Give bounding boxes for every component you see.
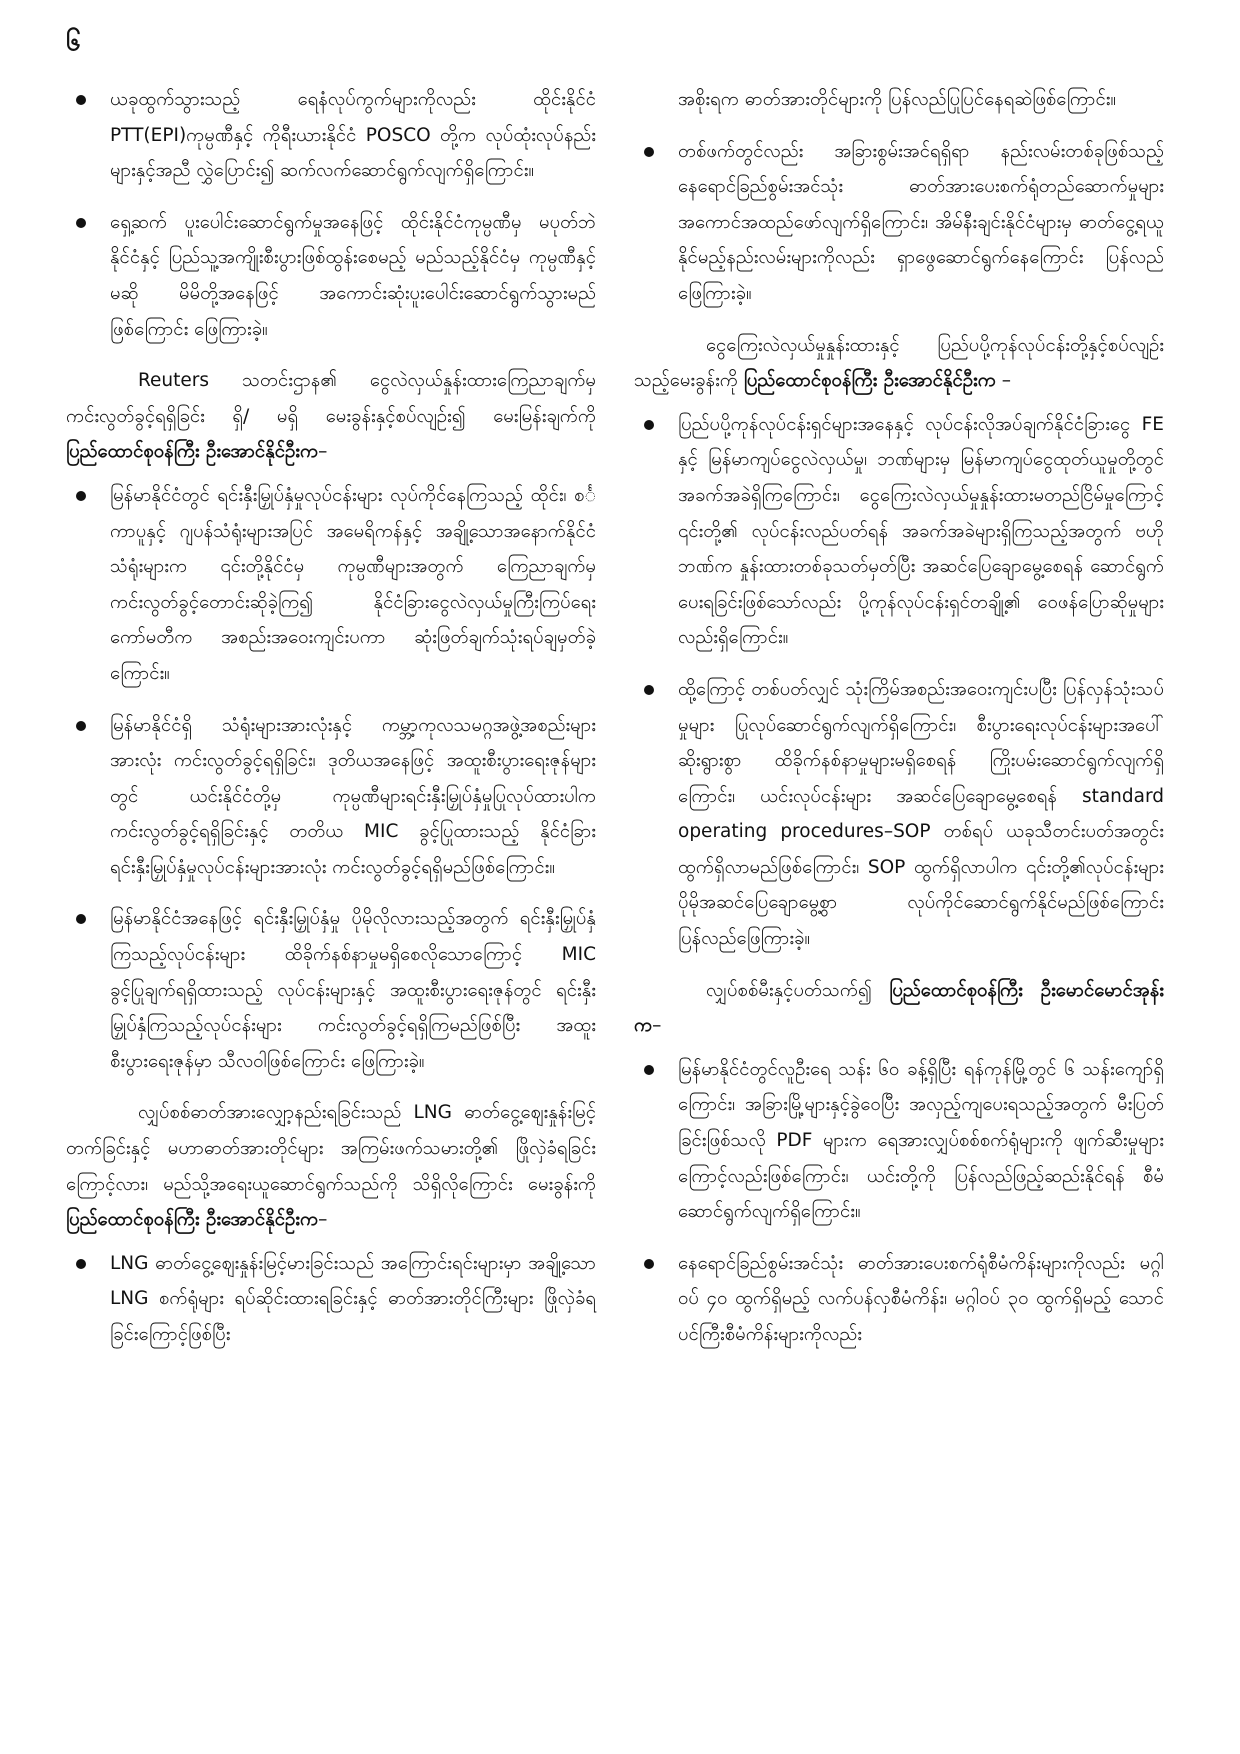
paragraph-text: မြန်မာနိုင်ငံရှိ သံရုံးများအားလုံးနှင့် ကမ္ဘာ့ကုလသမဂ္ဂအဖွဲ့အစည်းများအားလုံး ကင်းလွတ်ခွင့်ရရှိခြင်း၊ ဒုတိယအနေဖြင့် အထူးစီးပွားရေးဇုန်များတွင် ယင်းနိုင်ငံတို့မှ ကုမ္ပဏီများရင်းနှီးမြှုပ်နှံမှုပြုလုပ်ထားပါက ကင်းလွတ်ခွင့်ရရှိခြင်းနှင့် တတိယ MIC ခွင့်ပြုထားသည့် နိုင်ငံခြားရင်းနှီးမြှုပ်နှံမှုလုပ်ငန်းများအားလုံး ကင်းလွတ်ခွင့်ရရှိမည်ဖြစ်ကြောင်း။ [110,714,596,878]
body-paragraph [634,328,1164,399]
body-paragraph [634,973,1164,1044]
paragraph-text: ပြည်ပပို့ကုန်လုပ်ငန်းရှင်များအနေနှင့် လုပ်ငန်းလိုအပ်ချက်နိုင်ငံခြားငွေ FE နှင့် မြန်မာကျပ်ငွေလဲလှယ်မှု၊ ဘဏ်များမှ မြန်မာကျပ်ငွေထုတ်ယူမှုတို့တွင် အခက်အခဲရှိကြကြောင်း၊ ငွေကြေးလဲလှယ်မှုနှုန်းထားမတည်ငြိမ်မှုကြောင့် ၎င်းတို့၏ လုပ်ငန်းလည်ပတ်ရန် အခက်အခဲများရှိကြသည့်အတွက် ဗဟိုဘဏ်က နှုန်းထားတစ်ခုသတ်မှတ်ပြီး အဆင်ပြေချောမွေ့စေရန် ဆောင်ရွက်ပေးရခြင်းဖြစ်သော်လည်း ပို့ကုန်လုပ်ငန်းရှင်တချို့၏ ဝေဖန်ပြောဆိုမှုများလည်းရှိကြောင်း။ [678,413,1164,649]
bullet-paragraph [634,407,1164,656]
paragraph-text: ယခုထွက်သွားသည့် ရေနံလုပ်ကွက်များကိုလည်း ထိုင်းနိုင်ငံ PTT(EPI)ကုမ္ပဏီနှင့် ကိုရီးယားနိုင်ငံ POSCO တို့က လုပ်ထုံးလုပ်နည်းများနှင့်အညီ လွှဲပြောင်း၍ ဆက်လက်ဆောင်ရွက်လျက်ရှိကြောင်း။ [110,89,596,182]
bullet-paragraph [66,1246,596,1353]
bullet-paragraph [66,901,596,1079]
bullet-paragraph [634,134,1164,312]
right-column [634,82,1164,1369]
page-number: ၆ [66,27,81,57]
paragraph-text: Reuters သတင်းဌာန၏ ငွေလဲလှယ်နှုန်းထားကြေညာချက်မှ ကင်းလွတ်ခွင့်ရရှိခြင်း ရှိ/ မရှိ မေးခွန်းနှင့်စပ်လျဉ်း၍ မေးမြန်းချက်ကို [66,370,596,427]
paragraph-text: ရှေ့ဆက် ပူးပေါင်းဆောင်ရွက်မှုအနေဖြင့် ထိုင်းနိုင်ငံကုမ္ပဏီမှ မပုတ်ဘဲ နိုင်ငံနှင့် ပြည်သူ့အကျိုးစီးပွားဖြစ်ထွန်းစေမည့် မည်သည့်နိုင်ငံမှ ကုမ္ပဏီနှင့်မဆို မိမိတို့အနေဖြင့် အကောင်းဆုံးပူးပေါင်းဆောင်ရွက်သွားမည်ဖြစ်ကြောင်း ဖြေကြားခဲ့။ [110,211,596,340]
paragraph-text: ငွေကြေးလဲလှယ်မှုနှုန်းထားနှင့် ပြည်ပပို့ကုန်လုပ်ငန်းတို့နှင့်စပ်လျဉ်းသည့်မေးခွန်းကို [634,334,1164,392]
paragraph-text: လျှပ်စစ်ဓာတ်အားလျှော့နည်းရခြင်းသည် LNG ဓာတ်ငွေ့ဈေးနှုန်းမြင့်တက်ခြင်းနှင့် မဟာဓာတ်အားတိုင်များ အကြမ်းဖက်သမားတို့၏ ဖြိုလှဲခံရခြင်းကြောင့်လား၊ မည်သို့အရေးယူဆောင်ရွက်သည်ကို သိရှိလိုကြောင်း မေးခွန်းကို [66,1102,596,1195]
bullet-paragraph [634,1052,1164,1230]
paragraph-text: နေရောင်ခြည်စွမ်းအင်သုံး ဓာတ်အားပေးစက်ရုံစီမံကိန်းများကိုလည်း မဂ္ဂါဝပ် ၄၀ ထွက်ရှိမည့် လက်ပန်လှစီမံကိန်း၊ မဂ္ဂါဝပ် ၃၀ ထွက်ရှိမည့် သောင်ပင်ကြီးစီမံကိန်းများကိုလည်း [678,1252,1164,1345]
speaker-name: ပြည်ထောင်စုဝန်ကြီး ဦးအောင်နိုင်ဦးက [66,1209,319,1231]
bullet-paragraph [66,82,596,189]
speaker-name: ပြည်ထောင်စုဝန်ကြီး ဦးမောင်မောင်အုန်းက [634,979,1164,1037]
bullet-paragraph [66,205,596,347]
paragraph-text: – [995,370,1011,392]
body-paragraph [66,363,596,470]
paragraph-text: လျှပ်စစ်မီးနှင့်ပတ်သက်၍ [706,979,890,1001]
paragraph-text: မြန်မာနိုင်ငံတွင် ရင်းနှီးမြှုပ်နှံမှုလုပ်ငန်းများ လုပ်ကိုင်နေကြသည့် ထိုင်း၊ စင်္ကာပူနှင့် ဂျပန်သံရုံးများအပြင် အမေရိကန်နှင့် အချို့သောအနောက်နိုင်ငံသံရုံးများက ၎င်းတို့နိုင်ငံမှ ကုမ္ပဏီများအတွက် ကြေညာချက်မှ ကင်းလွတ်ခွင့်တောင်းဆိုခဲ့ကြ၍ နိုင်ငံခြားငွေလဲလှယ်မှုကြီးကြပ်ရေးကော်မတီက အစည်းအဝေးကျင်းပကာ ဆုံးဖြတ်ချက်သုံးရပ်ချမှတ်ခဲ့ကြောင်း။ [110,484,596,684]
paragraph-text: မြန်မာနိုင်ငံတွင်လူဦးရေ သန်း ၆၀ ခန့်ရှိပြီး ရန်ကုန်မြို့တွင် ၆ သန်းကျော်ရှိကြောင်း၊ အခြားမြို့များနှင့်ခွဲဝေပြီး အလှည့်ကျပေးရသည့်အတွက် မီးပြတ်ခြင်းဖြစ်သလို PDF များက ရေအားလျှပ်စစ်စက်ရုံများကို ဖျက်ဆီးမှုများကြောင့်လည်းဖြစ်ကြောင်း၊ ယင်းတို့ကို ပြန်လည်ဖြည့်ဆည်းနိုင်ရန် စီမံဆောင်ရွက်လျက်ရှိကြောင်း။ [678,1058,1164,1223]
paragraph-text: တစ်ဖက်တွင်လည်း အခြားစွမ်းအင်ရရှိရာ နည်းလမ်းတစ်ခုဖြစ်သည့် နေရောင်ခြည်စွမ်းအင်သုံး ဓာတ်အားပေးစက်ရုံတည်ဆောက်မှုများ အကောင်အထည်ဖော်လျက်ရှိကြောင်း၊ အိမ်နီးချင်းနိုင်ငံများမှ ဓာတ်ငွေ့ရယူနိုင်မည့်နည်းလမ်းများကိုလည်း ရှာဖွေဆောင်ရွက်နေကြောင်း ပြန်လည်ဖြေကြားခဲ့။ [678,140,1164,304]
speaker-name: ပြည်ထောင်စုဝန်ကြီး ဦးအောင်နိုင်ဦးက [743,370,996,392]
bullet-paragraph [66,708,596,886]
paragraph-text: – [652,1015,662,1037]
paragraph-text: – [318,441,328,463]
paragraph-text: LNG ဓာတ်ငွေ့ဈေးနှုန်းမြင့်မားခြင်းသည် အကြောင်းရင်းများမှာ အချို့သော LNG စက်ရုံများ ရပ်ဆိုင်းထားရခြင်းနှင့် ဓာတ်အားတိုင်ကြီးများ ဖြိုလှဲခံရခြင်းကြောင့်ဖြစ်ပြီး [110,1252,596,1345]
speaker-name: ပြည်ထောင်စုဝန်ကြီး ဦးအောင်နိုင်ဦးက [66,441,319,463]
left-column [66,82,596,1369]
bullet-paragraph [634,672,1164,957]
bullet-paragraph [634,1246,1164,1353]
paragraph-text: မြန်မာနိုင်ငံအနေဖြင့် ရင်းနှီးမြှုပ်နှံမှု ပိုမိုလိုလားသည့်အတွက် ရင်းနှီးမြှုပ်နှံကြသည့်လုပ်ငန်းများ ထိခိုက်နစ်နာမှုမရှိစေလိုသောကြောင့် MIC ခွင့်ပြုချက်ရရှိထားသည့် လုပ်ငန်းများနှင့် အထူးစီးပွားရေးဇုန်တွင် ရင်းနှီးမြှုပ်နှံကြသည့်လုပ်ငန်းများ ကင်းလွတ်ခွင့်ရရှိကြမည်ဖြစ်ပြီး အထူးစီးပွားရေးဇုန်မှာ သီလဝါဖြစ်ကြောင်း ဖြေကြားခဲ့။ [110,908,596,1072]
paragraph-text: ထို့ကြောင့် တစ်ပတ်လျှင် သုံးကြိမ်အစည်းအဝေးကျင်းပပြီး ပြန်လှန်သုံးသပ်မှုများ ပြုလုပ်ဆောင်ရွက်လျက်ရှိကြောင်း၊ စီးပွားရေးလုပ်ငန်းများအပေါ် ဆိုးရွားစွာ ထိခိုက်နစ်နာမှုများမရှိစေရန် ကြိုးပမ်းဆောင်ရွက်လျက်ရှိကြောင်း၊ ယင်းလုပ်ငန်းများ အဆင်ပြေချောမွေ့စေရန် standard operating procedures–SOP တစ်ရပ် ယခုသီတင်းပတ်အတွင်း ထွက်ရှိလာမည်ဖြစ်ကြောင်း၊ SOP ထွက်ရှိလာပါက ၎င်းတို့၏လုပ်ငန်းများ ပိုမိုအဆင်ပြေချောမွေ့စွာ လုပ်ကိုင်ဆောင်ရွက်နိုင်မည်ဖြစ်ကြောင်း ပြန်လည်ဖြေကြားခဲ့။ [678,678,1164,950]
bullet-paragraph [66,478,596,692]
paragraph-text: အစိုးရက ဓာတ်အားတိုင်များကို ပြန်လည်ပြုပြင်နေရဆဲဖြစ်ကြောင်း။ [678,89,1117,110]
body-paragraph [66,1095,596,1237]
continued-paragraph [634,82,1164,118]
paragraph-text: – [318,1209,328,1231]
